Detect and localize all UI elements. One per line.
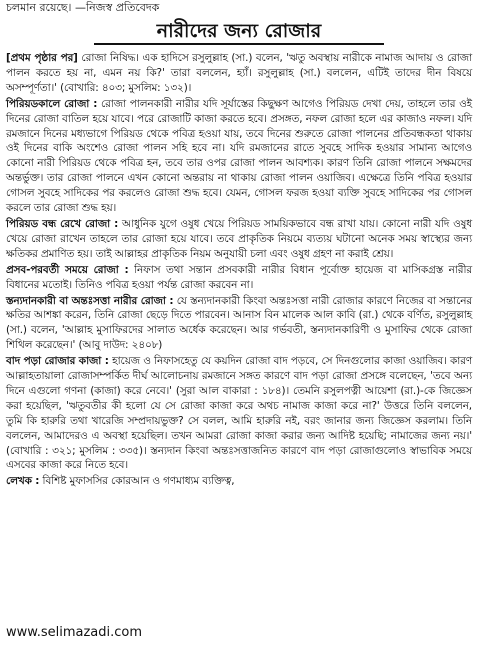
paragraph-heading: বাদ পড়া রোজার কাজা :	[6, 355, 109, 368]
paragraph-text: বিশিষ্ট মুফাসসির কোরআন ও গণমাধ্যম ব্যক্তিত্ব,	[39, 475, 235, 488]
paragraph-heading: পিরিয়ড বন্ধ রেখে রোজা :	[6, 217, 119, 230]
paragraph-intro	[6, 51, 472, 96]
paragraph-author	[6, 474, 472, 489]
paragraph-postpartum	[6, 263, 472, 293]
paragraph-text: যে স্তন্যদানকারী কিংবা অন্তঃসত্তা নারী রোজার কারণে নিজের বা সন্তানের ক্ষতির আশঙ্কা করেন, তিনি রোজা ছেড়ে দিতে পারবেন। আনাস বিন মালেক আল কাবি (রা.) থেকে বর্ণিত, রসুলুল্লাহ (সা.) বলেন, 'আল্লাহ মুসাফিরদের সালাত অর্ধেক করেছেন। আর গর্ভবতী, স্তন্যদানকারিণী ও মুসাফির থেকে রোজা শিথিল করেছেন।' (আবু দাউদ: ২৪০৮)	[6, 294, 472, 352]
paragraph-heading: লেখক :	[6, 475, 40, 488]
article-title: নারীদের জন্য রোজার	[156, 20, 322, 42]
header-line: চলমান রয়েছে। —নিজস্ব প্রতিবেদক	[6, 1, 160, 14]
title-underline	[94, 43, 384, 45]
article-body	[6, 51, 472, 489]
paragraph-text: রোজা পালনকারী নারীর যদি সূর্যাস্তের কিছুক্ষণ আগেও পিরিয়ড দেখা দেয়, তাহলে তার ওই দিনের রোজা বাতিল হয়ে যাবে। পরে রোজাটি কাজা করতে হবে। প্রসঙ্গত, নফল রোজা হলে এর কাজাও নফল। যদি রমজানে দিনের মধ্যভাগে পিরিয়ড থেকে পবিত্র হওয়া যায়, তবে দিনের শুরুতে রোজা পালনের প্রতিবন্ধকতা থাকায় ওই দিনের বাকি অংশেও রোজা পালন সহি হবে না। যদি রমজানের রাতে সুবহে সাদিক হওয়ার সামান্য আগেও কোনো নারী পিরিয়ড থেকে পবিত্র হন, তবে তার ওপর রোজা পালন আবশ্যক। কারণ তিনি রোজা পালনে সক্ষমদের অন্তর্ভুক্ত। তার রোজা পালনে এখন কোনো অন্তরায় না থাকায় রোজা পালন ওয়াজিব। এক্ষেত্রে তিনি পবিত্র হওয়ার গোসল সুবহে সাদিকের পর করলেও রোজা শুদ্ধ হবে। যেমন, গোসল ফরজ হওয়া ব্যক্তি সুবহে সাদিকের পর গোসল করলে তার রোজা শুদ্ধ হয়।	[6, 97, 472, 215]
paragraph-heading: পিরিয়ডকালে রোজা :	[6, 97, 98, 110]
paragraph-nursing-pregnant	[6, 294, 472, 354]
paragraph-heading: [প্রথম পৃষ্ঠার পর]	[6, 52, 78, 64]
footer-url: www.selimazadi.com	[6, 625, 143, 640]
paragraph-text: হায়েজ ও নিফাসহেতু যে কয়দিন রোজা বাদ পড়বে, সে দিনগুলোর কাজা ওয়াজিব। কারণ আল্লাহতায়ালা রোজাসম্পর্কিত দীর্ঘ আলোচনায় রমজানে সঙ্গত কারণে বাদ পড়া রোজা প্রসঙ্গে বলেছেন, 'তবে অন্য দিনে এগুলো গণনা (কাজা) করে নেবে।' (সুরা আল বাকারা : ১৮৪)। তেমনি রসুলপত্নী আয়েশা (রা.)-কে জিজ্ঞেস করা হয়েছিল, 'ঋতুবতীর কী হলো যে সে রোজা কাজা করে অথচ নামাজ কাজা করে না?' উত্তরে তিনি বললেন, তুমি কি হারুরি তথা খারেজি সম্প্রদায়ভুক্ত? সে বলল, আমি হারুরি নই, বরং জানার জন্য জিজ্ঞেস করলাম। তিনি বললেন, আমাদেরও এ অবস্থা হয়েছিল। তখন আমরা রোজা কাজা করার জন্য আদিষ্ট হয়েছি; নামাজের জন্য নয়।' (বোখারি : ৩২১; মুসলিম : ৩৩৫)। স্তন্যদান কিংবা অন্তঃসত্তাজনিত কারণে বাদ পড়া রোজাগুলোও স্বাভাবিক সময়ে এসবের কাজা করে নিতে হবে।	[6, 355, 472, 472]
paragraph-period-fasting	[6, 97, 472, 216]
paragraph-heading: স্তন্যদানকারী বা অন্তঃসত্তা নারীর রোজা :	[6, 294, 174, 307]
paragraph-text: নিফাস তথা সন্তান প্রসবকারী নারীর বিধান পূর্বোক্ত হায়েজ বা মাসিকগ্রস্ত নারীর বিধানের মতোই। তিনিও পবিত্র হওয়া পর্যন্ত রোজা করবেন না।	[6, 263, 472, 291]
paragraph-text: আধুনিক যুগে ওষুধ খেয়ে পিরিয়ড সাময়িকভাবে বন্ধ রাখা যায়। কোনো নারী যদি ওষুধ খেয়ে রোজা রাখেন তাহলে তার রোজা হয়ে যাবে। তবে প্রাকৃতিক নিয়মে ব্যত্যয় ঘটানো অনেক সময় স্বাস্থ্যের জন্য ক্ষতিকর প্রমাণিত হয়। তাই আল্লাহর প্রাকৃতিক নিয়ম অনুযায়ী চলা এবং ওষুধ গ্রহণ না করাই শ্রেয়।	[6, 217, 472, 260]
paragraph-period-stopped	[6, 217, 472, 262]
paragraph-heading: প্রসব-পরবর্তী সময়ে রোজা :	[6, 263, 129, 276]
article-page	[6, 0, 472, 490]
paragraph-missed-fasts	[6, 354, 472, 473]
title-block	[6, 20, 472, 45]
paragraph-text: রোজা নিষিদ্ধ। এক হাদিসে রসুলুল্লাহ (সা.) বলেন, 'ঋতু অবস্থায় নারীকে নামাজ আদায় ও রোজা পালন করতে হয় না, এমন নয় কি?' তারা বললেন, হ্যাঁ। রসুলুল্লাহ (সা.) বললেন, এটিই তাদের দীন বিষয়ে অসম্পূর্ণতা।' (বোখারি: ৪০৩; মুসলিম: ১৩২)।	[6, 52, 473, 94]
